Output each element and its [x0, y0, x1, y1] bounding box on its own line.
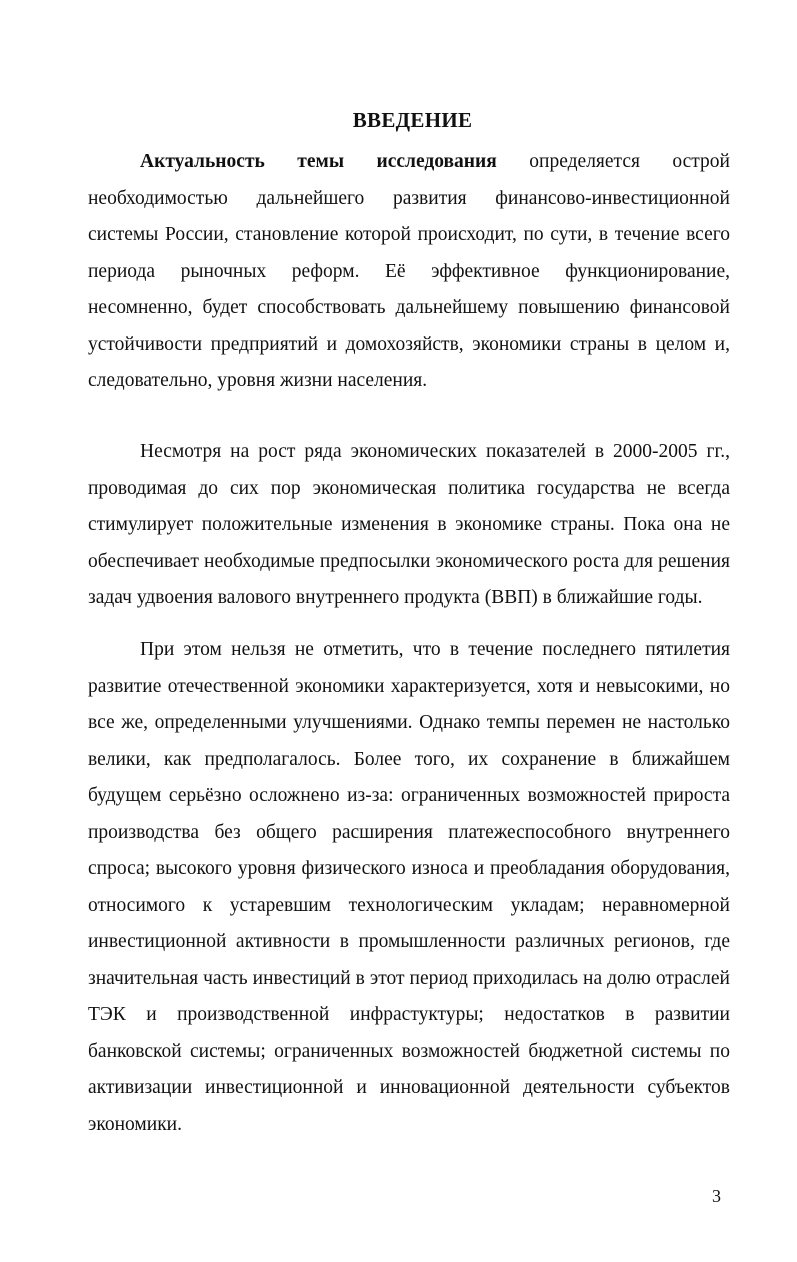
- page-number: 3: [712, 1186, 721, 1206]
- paragraph-relevance: [88, 144, 730, 400]
- paragraph-lead-bold: Актуальность темы исследования: [140, 151, 497, 172]
- paragraph-body: определяется острой необходимостью дальнейшего развития финансово-инвестиционной системы России, становление которой происходит, по сути, в течение всего периода рыночных реформ. Её эффективное функционирование, несомненно, будет способствовать дальнейшему повышению финансовой устойчивости предприятий и домохозяйств, экономики страны в целом и, следовательно, уровня жизни населения.: [88, 151, 730, 391]
- paragraph-text: При этом нельзя не отметить, что в течение последнего пятилетия развитие отечественной экономики характеризуется, хотя и невысокими, но все же, определенными улучшениями. Однако темпы перемен не настолько велики, как предполагалось. Более того, их сохранение в ближайшем будущем серьёзно осложнено из-за: ограниченных возможностей прироста производства без общего расширения платежеспособного внутреннего спроса; высокого уровня физического износа и преобладания оборудования, относимого к устаревшим технологическим укладам; неравномерной инвестиционной активности в промышленности различных регионов, где значительная часть инвестиций в этот период приходилась на долю отраслей ТЭК и производственной инфрастуктуры; недостатков в развитии банковской системы; ограниченных возможностей бюджетной системы по активизации инвестиционной и инновационной деятельности субъектов экономики.: [88, 639, 730, 1135]
- section-heading: ВВЕДЕНИЕ: [352, 108, 473, 132]
- paragraph-text: Несмотря на рост ряда экономических показателей в 2000-2005 гг., проводимая до сих пор экономическая политика государства не всегда стимулирует положительные изменения в экономике страны. Пока она не обеспечивает необходимые предпосылки экономического роста для решения задач удвоения валового внутреннего продукта (ВВП) в ближайшие годы.: [88, 441, 730, 608]
- paragraph-economic-development: [88, 632, 730, 1143]
- paragraph-text: [88, 144, 730, 400]
- paragraph-economic-indicators: [88, 434, 730, 617]
